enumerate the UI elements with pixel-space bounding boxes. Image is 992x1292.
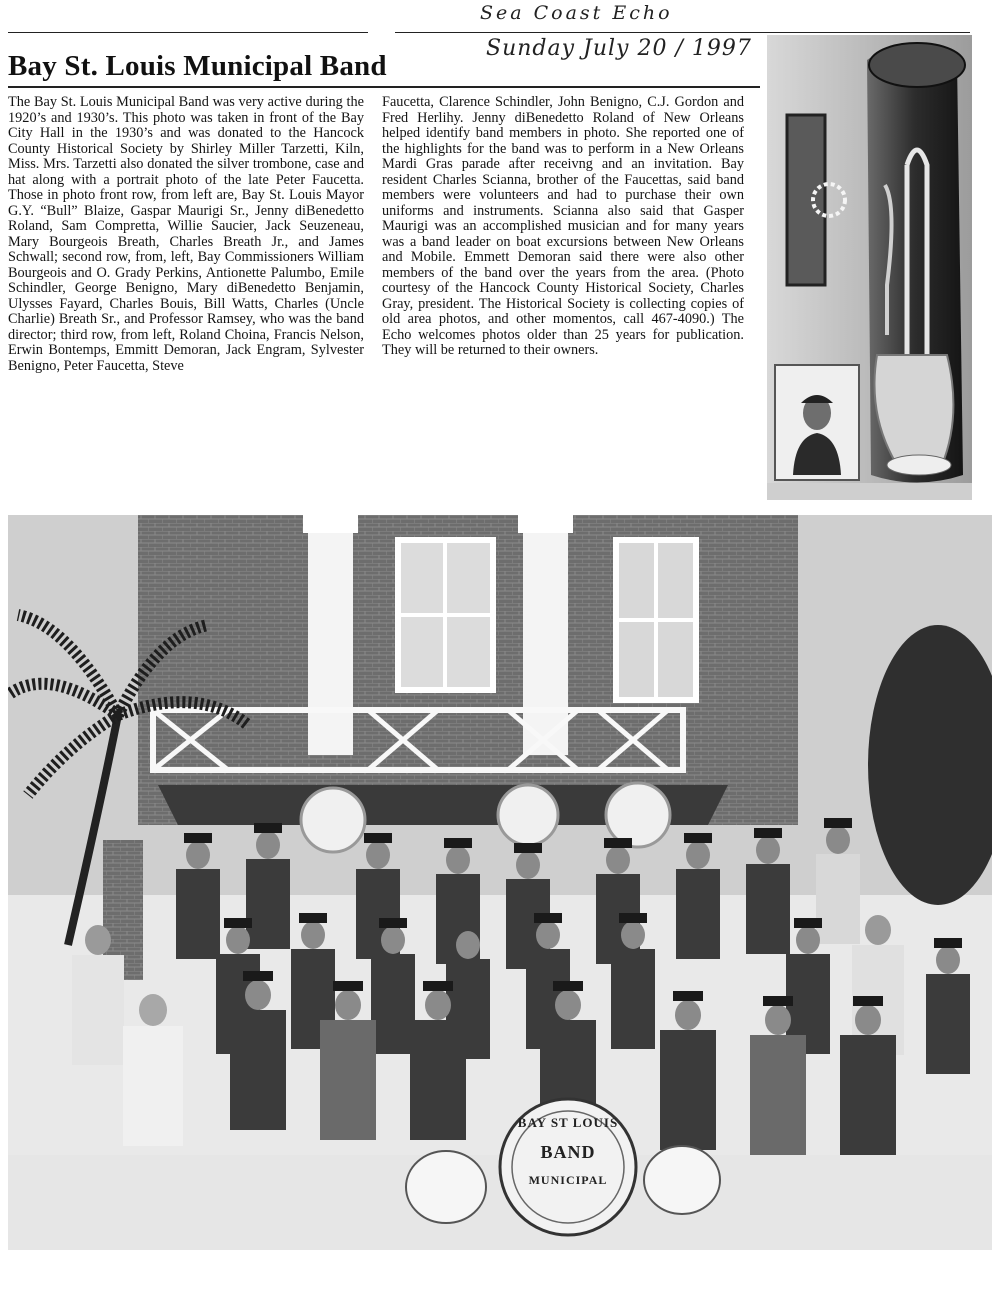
band-photo-illustration: [8, 515, 992, 1250]
trombone-illustration: [767, 35, 972, 500]
handwritten-date: Sunday July 20 / 1997: [486, 36, 752, 61]
headline-rule: [8, 86, 760, 88]
band-photo: [8, 515, 992, 1250]
top-rule-left: [8, 32, 368, 33]
article-column-1: The Bay St. Louis Municipal Band was very active during the 1920’s and 1930’s. This photo was taken in front of the Bay City Hall in the 1930’s and was donated to the Hancock County Historical Society by Shirley Miller Tarzetti, Kiln, Miss. Mrs. Tarzetti also donated the silver trombone, case and hat along with a portrait photo of the late Peter Faucetta. Those in photo front row, from left are, Bay St. Louis Mayor G.Y. “Bull” Blaize, Gaspar Maurigi Sr., Jenny diBenedetto Roland, Sam Compretta, Willie Saucier, Jack Seuzeneau, Mary Bourgeois Breath, Charles Breath Jr., and James Schwall; second row, from, left, Bay Commissioners William Bourgeois and O. Grady Perkins, Antionette Palumbo, Emile Schindler, George Benigno, Mary diBenedetto Benjamin, Ulysses Fayard, Charles Bouis, Bill Watts, Charles (Uncle Charlie) Breath Sr., and Professor Ramsey, who was the band director; third row, from left, Roland Choina, Francis Nelson, Erwin Bontemps, Emmitt Demoran, Jack Engram, Sylvester Benigno, Peter Faucetta, Steve: [8, 95, 364, 374]
article-column-2: Faucetta, Clarence Schindler, John Benigno, C.J. Gordon and Fred Herlihy. Jenny diBenedetto Roland of New Orleans helped identify band members in photo. She reported one of the highlights for the band was to perform in a New Orleans Mardi Gras parade after receivng and an invitation. Bay resident Charles Scianna, brother of the Faucettas, said band members were volunteers and had to purchase their own uniforms and instruments. Scianna also said that Gasper Maurigi was an accomplished musician and for many years was a band leader on boat excursions between New Orleans and Mobile. Emmett Demoran said there were also other members of the band over the years from the area. (Photo courtesy of the Hancock County Historical Society, Charles Gray, president. The Historical Society is collecting copies of old area photos, and other momentos, call 467-4090.) The Echo welcomes photos older than 25 years for publication. They will be returned to their owners.: [382, 95, 744, 358]
drum-text-top: BAY ST LOUIS: [517, 1115, 619, 1130]
article-headline: Bay St. Louis Municipal Band: [8, 50, 387, 82]
top-rule-right: [395, 32, 970, 33]
drum-text-bottom: MUNICIPAL: [528, 1173, 608, 1187]
drum-text-middle: BAND: [540, 1142, 596, 1162]
handwritten-source: Sea Coast Echo: [480, 2, 673, 24]
trombone-photo: [767, 35, 972, 500]
